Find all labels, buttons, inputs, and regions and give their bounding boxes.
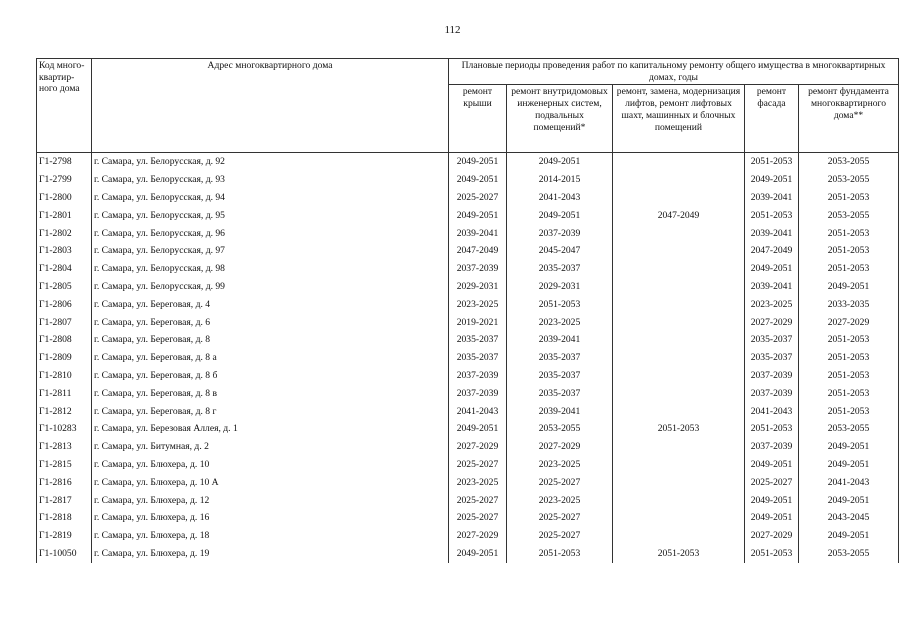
cell-roof: 2023-2025 [449,474,507,492]
cell-facade: 2039-2041 [745,189,799,207]
cell-elevators [613,349,745,367]
cell-facade: 2051-2053 [745,153,799,171]
cell-elevators [613,171,745,189]
cell-facade: 2023-2025 [745,296,799,314]
cell-roof: 2037-2039 [449,385,507,403]
cell-code: Г1-2801 [37,207,92,225]
table-row [37,474,899,492]
cell-roof: 2027-2029 [449,438,507,456]
cell-foundation: 2051-2053 [799,385,899,403]
cell-systems: 2045-2047 [507,242,613,260]
cell-roof: 2027-2029 [449,527,507,545]
cell-facade: 2049-2051 [745,509,799,527]
cell-address: г. Самара, ул. Блюхера, д. 10 [92,456,449,474]
cell-foundation: 2053-2055 [799,171,899,189]
cell-facade: 2037-2039 [745,367,799,385]
cell-elevators [613,474,745,492]
cell-address: г. Самара, ул. Блюхера, д. 10 А [92,474,449,492]
cell-code: Г1-2813 [37,438,92,456]
cell-roof: 2025-2027 [449,509,507,527]
table-row [37,367,899,385]
cell-facade: 2047-2049 [745,242,799,260]
table-row [37,314,899,332]
cell-address: г. Самара, ул. Белорусская, д. 95 [92,207,449,225]
cell-facade: 2025-2027 [745,474,799,492]
cell-facade: 2049-2051 [745,492,799,510]
cell-foundation: 2027-2029 [799,314,899,332]
cell-address: г. Самара, ул. Блюхера, д. 18 [92,527,449,545]
table-row [37,153,899,171]
cell-roof: 2029-2031 [449,278,507,296]
cell-roof: 2039-2041 [449,225,507,243]
cell-systems: 2023-2025 [507,492,613,510]
cell-elevators [613,189,745,207]
cell-systems: 2053-2055 [507,420,613,438]
cell-systems: 2025-2027 [507,509,613,527]
cell-systems: 2014-2015 [507,171,613,189]
cell-roof: 2049-2051 [449,153,507,171]
cell-foundation: 2051-2053 [799,225,899,243]
cell-systems: 2041-2043 [507,189,613,207]
cell-address: г. Самара, ул. Блюхера, д. 16 [92,509,449,527]
table-row [37,260,899,278]
cell-foundation: 2053-2055 [799,153,899,171]
cell-facade: 2027-2029 [745,527,799,545]
cell-roof: 2025-2027 [449,189,507,207]
cell-foundation: 2049-2051 [799,438,899,456]
cell-elevators [613,527,745,545]
table-row [37,242,899,260]
cell-elevators [613,438,745,456]
table-row [37,438,899,456]
cell-facade: 2035-2037 [745,349,799,367]
cell-facade: 2035-2037 [745,331,799,349]
cell-elevators [613,492,745,510]
cell-foundation: 2049-2051 [799,492,899,510]
cell-code: Г1-10283 [37,420,92,438]
cell-systems: 2025-2027 [507,474,613,492]
cell-code: Г1-2815 [37,456,92,474]
cell-elevators [613,296,745,314]
cell-foundation: 2049-2051 [799,456,899,474]
table-row [37,278,899,296]
cell-foundation: 2051-2053 [799,189,899,207]
cell-systems: 2035-2037 [507,260,613,278]
cell-systems: 2049-2051 [507,153,613,171]
cell-code: Г1-2811 [37,385,92,403]
cell-elevators [613,153,745,171]
cell-code: Г1-2817 [37,492,92,510]
cell-elevators [613,314,745,332]
cell-roof: 2047-2049 [449,242,507,260]
cell-facade: 2049-2051 [745,260,799,278]
table-row [37,296,899,314]
cell-foundation: 2041-2043 [799,474,899,492]
table-row [37,545,899,563]
cell-systems: 2035-2037 [507,385,613,403]
cell-address: г. Самара, ул. Береговая, д. 8 а [92,349,449,367]
cell-roof: 2025-2027 [449,492,507,510]
cell-roof: 2049-2051 [449,420,507,438]
table-row [37,171,899,189]
cell-code: Г1-10050 [37,545,92,563]
cell-code: Г1-2808 [37,331,92,349]
table-row [37,492,899,510]
cell-elevators [613,456,745,474]
cell-elevators [613,509,745,527]
cell-code: Г1-2799 [37,171,92,189]
cell-address: г. Самара, ул. Береговая, д. 8 б [92,367,449,385]
cell-facade: 2051-2053 [745,420,799,438]
cell-facade: 2039-2041 [745,278,799,296]
cell-systems: 2035-2037 [507,349,613,367]
cell-code: Г1-2804 [37,260,92,278]
cell-foundation: 2053-2055 [799,420,899,438]
cell-facade: 2037-2039 [745,385,799,403]
table-row [37,207,899,225]
cell-systems: 2039-2041 [507,403,613,421]
cell-address: г. Самара, ул. Белорусская, д. 97 [92,242,449,260]
cell-foundation: 2033-2035 [799,296,899,314]
header-periods: Плановые периоды проведения работ по капитальному ремонту общего имущества в многоквартирных домах, годы [449,59,899,85]
cell-elevators [613,385,745,403]
cell-code: Г1-2805 [37,278,92,296]
table-row [37,189,899,207]
header-elevators: ремонт, замена, модернизация лифтов, ремонт лифтовых шахт, машинных и блочных помещений [613,85,745,153]
table-body [37,153,899,563]
cell-facade: 2049-2051 [745,171,799,189]
cell-address: г. Самара, ул. Белорусская, д. 98 [92,260,449,278]
header-address: Адрес многоквартирного дома [92,59,449,153]
cell-systems: 2023-2025 [507,314,613,332]
cell-elevators [613,331,745,349]
header-systems: ремонт внутридомовых инженерных систем, подвальных помещений* [507,85,613,153]
cell-address: г. Самара, ул. Белорусская, д. 92 [92,153,449,171]
cell-systems: 2051-2053 [507,545,613,563]
cell-address: г. Самара, ул. Береговая, д. 4 [92,296,449,314]
cell-elevators: 2047-2049 [613,207,745,225]
cell-address: г. Самара, ул. Береговая, д. 8 [92,331,449,349]
cell-facade: 2049-2051 [745,456,799,474]
cell-code: Г1-2819 [37,527,92,545]
cell-code: Г1-2816 [37,474,92,492]
cell-code: Г1-2806 [37,296,92,314]
cell-systems: 2039-2041 [507,331,613,349]
cell-code: Г1-2809 [37,349,92,367]
cell-systems: 2025-2027 [507,527,613,545]
cell-code: Г1-2818 [37,509,92,527]
cell-elevators [613,367,745,385]
cell-systems: 2027-2029 [507,438,613,456]
cell-elevators: 2051-2053 [613,545,745,563]
cell-systems: 2051-2053 [507,296,613,314]
cell-systems: 2023-2025 [507,456,613,474]
cell-address: г. Самара, ул. Белорусская, д. 93 [92,171,449,189]
cell-address: г. Самара, ул. Белорусская, д. 94 [92,189,449,207]
cell-facade: 2041-2043 [745,403,799,421]
cell-foundation: 2049-2051 [799,527,899,545]
cell-code: Г1-2807 [37,314,92,332]
cell-systems: 2037-2039 [507,225,613,243]
cell-code: Г1-2810 [37,367,92,385]
table-row [37,527,899,545]
table-row [37,403,899,421]
cell-address: г. Самара, ул. Береговая, д. 6 [92,314,449,332]
table-row [37,420,899,438]
cell-elevators: 2051-2053 [613,420,745,438]
cell-roof: 2049-2051 [449,545,507,563]
header-roof: ремонт крыши [449,85,507,153]
cell-roof: 2049-2051 [449,171,507,189]
cell-elevators [613,242,745,260]
cell-code: Г1-2803 [37,242,92,260]
cell-code: Г1-2798 [37,153,92,171]
cell-address: г. Самара, ул. Блюхера, д. 12 [92,492,449,510]
cell-foundation: 2051-2053 [799,331,899,349]
cell-facade: 2039-2041 [745,225,799,243]
header-code: Код много-квартир-ного дома [37,59,92,153]
cell-elevators [613,403,745,421]
cell-foundation: 2053-2055 [799,207,899,225]
table-row [37,349,899,367]
table-row [37,456,899,474]
table-row [37,225,899,243]
cell-systems: 2035-2037 [507,367,613,385]
cell-foundation: 2051-2053 [799,260,899,278]
cell-foundation: 2051-2053 [799,242,899,260]
cell-roof: 2019-2021 [449,314,507,332]
cell-code: Г1-2800 [37,189,92,207]
cell-elevators [613,225,745,243]
cell-elevators [613,278,745,296]
cell-address: г. Самара, ул. Блюхера, д. 19 [92,545,449,563]
cell-roof: 2035-2037 [449,349,507,367]
cell-address: г. Самара, ул. Березовая Аллея, д. 1 [92,420,449,438]
cell-roof: 2037-2039 [449,260,507,278]
cell-roof: 2035-2037 [449,331,507,349]
cell-systems: 2029-2031 [507,278,613,296]
table-row [37,331,899,349]
cell-facade: 2051-2053 [745,545,799,563]
cell-elevators [613,260,745,278]
page-number: 112 [444,24,461,36]
cell-systems: 2049-2051 [507,207,613,225]
header-foundation: ремонт фундамента многоквартирного дома** [799,85,899,153]
cell-foundation: 2043-2045 [799,509,899,527]
capital-repair-table [36,58,899,563]
cell-foundation: 2051-2053 [799,367,899,385]
cell-foundation: 2053-2055 [799,545,899,563]
cell-address: г. Самара, ул. Белорусская, д. 99 [92,278,449,296]
cell-facade: 2051-2053 [745,207,799,225]
cell-roof: 2049-2051 [449,207,507,225]
cell-address: г. Самара, ул. Береговая, д. 8 г [92,403,449,421]
cell-address: г. Самара, ул. Белорусская, д. 96 [92,225,449,243]
cell-roof: 2023-2025 [449,296,507,314]
cell-foundation: 2051-2053 [799,349,899,367]
cell-foundation: 2049-2051 [799,278,899,296]
cell-roof: 2037-2039 [449,367,507,385]
cell-facade: 2027-2029 [745,314,799,332]
cell-roof: 2041-2043 [449,403,507,421]
cell-code: Г1-2802 [37,225,92,243]
cell-address: г. Самара, ул. Битумная, д. 2 [92,438,449,456]
header-facade: ремонт фасада [745,85,799,153]
table-row [37,385,899,403]
cell-address: г. Самара, ул. Береговая, д. 8 в [92,385,449,403]
cell-foundation: 2051-2053 [799,403,899,421]
table-row [37,509,899,527]
cell-roof: 2025-2027 [449,456,507,474]
cell-facade: 2037-2039 [745,438,799,456]
cell-code: Г1-2812 [37,403,92,421]
